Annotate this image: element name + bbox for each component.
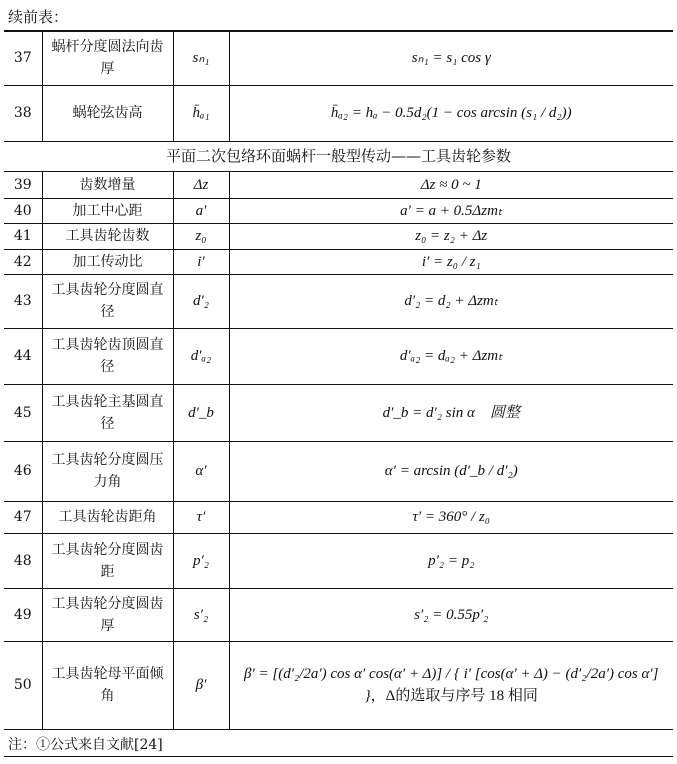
param-symbol-text: d′₂ bbox=[193, 293, 209, 309]
param-name bbox=[42, 384, 173, 441]
param-symbol bbox=[173, 441, 229, 501]
param-formula-text: d′ₐ₂ = dₐ₂ + Δzmₜ bbox=[399, 348, 503, 364]
param-formula bbox=[229, 384, 673, 441]
param-symbol bbox=[173, 384, 229, 441]
param-symbol-text: d′_b bbox=[188, 404, 214, 421]
param-symbol-text: p′₂ bbox=[193, 552, 209, 569]
param-formula bbox=[229, 441, 673, 501]
row-number bbox=[4, 274, 42, 328]
row-number-text: 50 bbox=[13, 677, 32, 693]
param-formula-text: Δz ≈ 0 ~ 1 bbox=[420, 176, 482, 193]
section-title: 平面二次包络环面蜗杆一般型传动——工具齿轮参数 bbox=[165, 147, 511, 165]
param-name-text: 工具齿轮主基圆直径 bbox=[51, 393, 164, 432]
row-number-text: 40 bbox=[13, 202, 32, 219]
row-number bbox=[4, 384, 42, 441]
row-number-text: 49 bbox=[13, 606, 32, 623]
param-symbol-text: d′ₐ₂ bbox=[190, 348, 212, 364]
row-number: 37 bbox=[13, 50, 32, 67]
table-row bbox=[4, 171, 673, 198]
param-formula bbox=[229, 198, 673, 223]
param-name bbox=[42, 328, 173, 384]
parameter-table bbox=[4, 30, 673, 730]
row-number-text: 48 bbox=[13, 552, 32, 569]
param-symbol-text: τ′ bbox=[196, 509, 206, 525]
param-name bbox=[42, 588, 173, 641]
param-formula-text: α′ = arcsin (d′_b / d′₂) bbox=[384, 463, 518, 479]
param-name bbox=[42, 223, 173, 249]
param-formula bbox=[229, 501, 673, 533]
table-row bbox=[4, 274, 673, 328]
param-name: 蜗轮弦齿高 bbox=[42, 85, 173, 141]
formula-remark: ，Δ的选取与序号 18 相同 bbox=[370, 688, 538, 704]
row-number bbox=[4, 501, 42, 533]
param-formula bbox=[229, 171, 673, 198]
param-symbol bbox=[173, 533, 229, 588]
param-name-text: 工具齿轮齿距角 bbox=[58, 509, 157, 525]
param-name bbox=[42, 533, 173, 588]
row-number bbox=[4, 441, 42, 501]
param-name-text: 工具齿轮齿顶圆直径 bbox=[51, 337, 164, 375]
param-symbol bbox=[173, 641, 229, 729]
table-row bbox=[4, 641, 673, 729]
param-symbol-text: i′ bbox=[197, 253, 205, 270]
param-symbol bbox=[173, 328, 229, 384]
param-formula-text: τ′ = 360° / z₀ bbox=[412, 509, 490, 525]
param-formula-text: β′ = [(d′₂/2a′) cos α′ cos(α′ + Δ)] / { i′ [cos(α′ + Δ) − (d′₂/2a′) cos α′] } bbox=[244, 666, 659, 704]
param-symbol bbox=[173, 588, 229, 641]
param-symbol-text: Δz bbox=[193, 176, 209, 193]
param-formula-text: z₀ = z₂ + Δz bbox=[415, 228, 488, 244]
table-row bbox=[4, 198, 673, 223]
table-row bbox=[4, 588, 673, 641]
param-formula bbox=[229, 249, 673, 274]
row-number-text: 42 bbox=[13, 253, 32, 270]
row-number-text: 45 bbox=[13, 404, 32, 421]
row-number bbox=[4, 249, 42, 274]
param-name bbox=[42, 641, 173, 729]
param-formula-text: p′₂ = p₂ bbox=[428, 552, 475, 569]
param-formula: h̄ₐ₂ = hₐ − 0.5d₂(1 − cos arcsin (s₁ / d₂)) bbox=[229, 85, 673, 141]
param-formula-text: d′₂ = d₂ + Δzmₜ bbox=[404, 293, 499, 309]
param-formula-text: a′ = a + 0.5Δzmₜ bbox=[400, 202, 503, 219]
param-name bbox=[42, 198, 173, 223]
param-name-text: 工具齿轮分度圆齿厚 bbox=[51, 595, 164, 634]
param-symbol: h̄ₐ₁ bbox=[173, 85, 229, 141]
param-formula-text: d′_b = d′₂ sin α 圆整 bbox=[382, 404, 520, 421]
param-name-text: 工具齿轮齿数 bbox=[65, 228, 150, 244]
param-name bbox=[42, 249, 173, 274]
param-formula bbox=[229, 588, 673, 641]
param-formula bbox=[229, 223, 673, 249]
param-symbol-text: β′ bbox=[195, 677, 207, 693]
param-symbol-text: α′ bbox=[195, 463, 207, 479]
table-row bbox=[4, 328, 673, 384]
bottom-rule bbox=[4, 756, 673, 757]
row-number-text: 41 bbox=[13, 228, 32, 244]
row-number-text: 46 bbox=[13, 463, 32, 479]
table-row bbox=[4, 533, 673, 588]
row-number-text: 47 bbox=[13, 509, 32, 525]
continued-label: 续前表： bbox=[8, 8, 69, 26]
row-number-text: 39 bbox=[13, 176, 32, 193]
param-symbol bbox=[173, 171, 229, 198]
row-number bbox=[4, 641, 42, 729]
param-formula bbox=[229, 533, 673, 588]
param-symbol bbox=[173, 249, 229, 274]
row-number-text: 43 bbox=[13, 293, 32, 309]
row-number bbox=[4, 198, 42, 223]
param-name-text: 加工传动比 bbox=[72, 253, 143, 270]
param-symbol: sₙ₁ bbox=[173, 31, 229, 85]
table-row bbox=[4, 31, 673, 85]
param-formula bbox=[229, 274, 673, 328]
param-name-text: 工具齿轮母平面倾角 bbox=[51, 666, 164, 704]
table-row bbox=[4, 441, 673, 501]
param-name-text: 工具齿轮分度圆齿距 bbox=[51, 541, 164, 580]
param-name bbox=[42, 501, 173, 533]
param-symbol-text: z₀ bbox=[195, 228, 207, 244]
param-name bbox=[42, 441, 173, 501]
section-row bbox=[4, 141, 673, 171]
param-name bbox=[42, 171, 173, 198]
param-symbol bbox=[173, 274, 229, 328]
row-number bbox=[4, 533, 42, 588]
param-symbol bbox=[173, 223, 229, 249]
row-number bbox=[4, 328, 42, 384]
param-symbol-text: s′₂ bbox=[193, 606, 209, 623]
row-number-text: 44 bbox=[13, 348, 32, 364]
param-formula: sₙ₁ = s₁ cos γ bbox=[229, 31, 673, 85]
table-row bbox=[4, 85, 673, 141]
param-name-text: 齿数增量 bbox=[79, 176, 136, 193]
param-formula-text: s′₂ = 0.55p′₂ bbox=[414, 606, 489, 623]
footnote: 注：①公式来自文献[24] bbox=[8, 737, 163, 753]
param-formula bbox=[229, 641, 673, 729]
row-number bbox=[4, 588, 42, 641]
table-row bbox=[4, 249, 673, 274]
param-name-text: 加工中心距 bbox=[72, 202, 143, 219]
row-number bbox=[4, 223, 42, 249]
param-name-text: 工具齿轮分度圆直径 bbox=[51, 282, 164, 320]
param-formula-text: i′ = z₀ / z₁ bbox=[421, 253, 481, 270]
param-symbol bbox=[173, 198, 229, 223]
param-name bbox=[42, 274, 173, 328]
param-symbol bbox=[173, 501, 229, 533]
table-row bbox=[4, 223, 673, 249]
row-number bbox=[4, 171, 42, 198]
param-formula bbox=[229, 328, 673, 384]
param-name-text: 工具齿轮分度圆压力角 bbox=[51, 452, 164, 490]
table-row bbox=[4, 501, 673, 533]
param-name: 蜗杆分度圆法向齿厚 bbox=[42, 31, 173, 85]
param-symbol-text: a′ bbox=[195, 202, 207, 219]
table-row bbox=[4, 384, 673, 441]
row-number: 38 bbox=[13, 105, 32, 121]
